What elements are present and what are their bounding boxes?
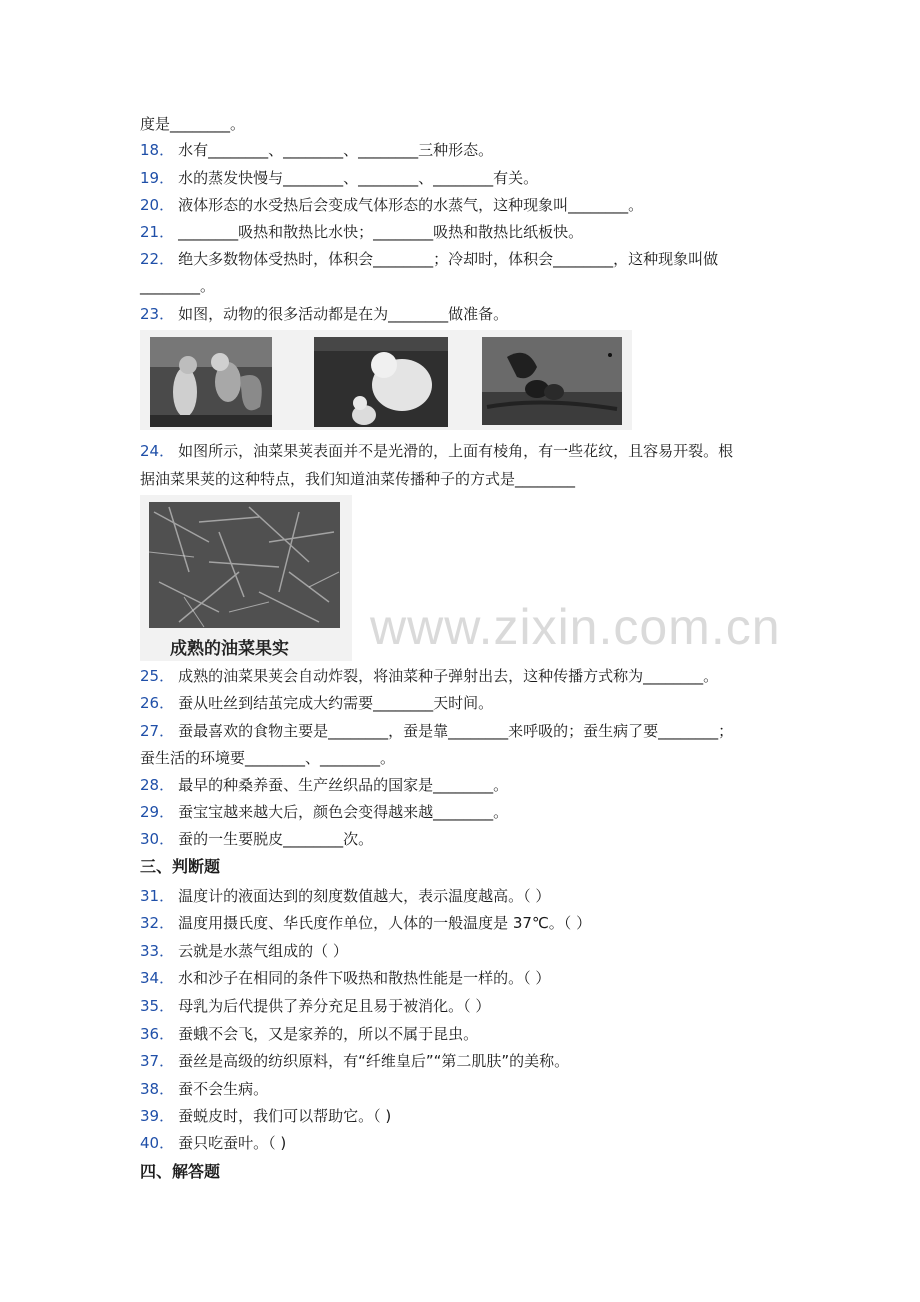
question-17-end: 度是________。 bbox=[140, 115, 246, 133]
question-24: 24． 如图所示，油菜果荚表面并不是光滑的，上面有棱角，有一些花纹，且容易开裂。根 bbox=[140, 442, 734, 460]
squirrels-photo bbox=[150, 337, 272, 427]
question-31: 31． 温度计的液面达到的刻度数值越大，表示温度越高。（ ） bbox=[140, 887, 551, 905]
question-34: 34． 水和沙子在相同的条件下吸热和散热性能是一样的。（ ） bbox=[140, 969, 551, 987]
question-38: 38． 蚕不会生病。 bbox=[140, 1080, 269, 1098]
question-number: 26． bbox=[140, 694, 175, 712]
question-27-cont: 蚕生活的环境要________、________。 bbox=[140, 749, 396, 767]
question-22-cont: ________。 bbox=[140, 277, 216, 295]
question-number: 20． bbox=[140, 196, 175, 214]
question-number: 19． bbox=[140, 169, 175, 187]
question-number: 24． bbox=[140, 442, 175, 460]
question-25: 25． 成熟的油菜果荚会自动炸裂，将油菜种子弹射出去，这种传播方式称为________。 bbox=[140, 667, 719, 685]
question-40: 40． 蚕只吃蚕叶。（ ) bbox=[140, 1134, 287, 1152]
question-37: 37． 蚕丝是高级的纺织原料，有“纤维皇后”“第二肌肤”的美称。 bbox=[140, 1052, 570, 1070]
question-number: 25． bbox=[140, 667, 175, 685]
question-number: 28． bbox=[140, 776, 175, 794]
question-33: 33． 云就是水蒸气组成的（ ） bbox=[140, 942, 348, 960]
question-20: 20． 液体形态的水受热后会变成气体形态的水蒸气，这种现象叫________。 bbox=[140, 196, 644, 214]
question-number: 21． bbox=[140, 223, 175, 241]
question-number: 22． bbox=[140, 250, 175, 268]
question-29: 29． 蚕宝宝越来越大后，颜色会变得越来越________。 bbox=[140, 803, 509, 821]
question-number: 34． bbox=[140, 969, 175, 987]
question-30: 30． 蚕的一生要脱皮________次。 bbox=[140, 830, 374, 848]
question-number: 38． bbox=[140, 1080, 175, 1098]
question-32: 32． 温度用摄氏度、华氏度作单位，人体的一般温度是 37℃。（ ） bbox=[140, 914, 592, 932]
question-39: 39． 蚕蜕皮时，我们可以帮助它。（ ) bbox=[140, 1107, 392, 1125]
figure-caption: 成熟的油菜果实 bbox=[170, 639, 289, 659]
question-number: 35． bbox=[140, 997, 175, 1015]
question-19: 19． 水的蒸发快慢与________、________、________有关。 bbox=[140, 169, 539, 187]
question-18: 18． 水有________、________、________三种形态。 bbox=[140, 141, 494, 159]
question-number: 36． bbox=[140, 1025, 175, 1043]
question-number: 40． bbox=[140, 1134, 175, 1152]
question-number: 27． bbox=[140, 722, 175, 740]
rapeseed-pods-photo bbox=[149, 502, 340, 628]
birds-photo bbox=[482, 337, 622, 425]
question-26: 26． 蚕从吐丝到结茧完成大约需要________天时间。 bbox=[140, 694, 494, 712]
pigeons-photo bbox=[314, 337, 448, 427]
question-number: 33． bbox=[140, 942, 175, 960]
question-number: 29． bbox=[140, 803, 175, 821]
question-21: 21． ________吸热和散热比水快；________吸热和散热比纸板快。 bbox=[140, 223, 584, 241]
question-27: 27． 蚕最喜欢的食物主要是________，蚕是靠________来呼吸的；蚕生病了要________； bbox=[140, 722, 734, 740]
question-23: 23． 如图，动物的很多活动都是在为________做准备。 bbox=[140, 305, 509, 323]
question-22: 22． 绝大多数物体受热时，体积会________；冷却时，体积会________，这种现象叫做 bbox=[140, 250, 719, 268]
question-number: 32． bbox=[140, 914, 175, 932]
question-28: 28． 最早的种桑养蚕、生产丝织品的国家是________。 bbox=[140, 776, 509, 794]
question-number: 39． bbox=[140, 1107, 175, 1125]
section-heading-4: 四、解答题 bbox=[140, 1162, 221, 1181]
question-number: 18． bbox=[140, 141, 175, 159]
question-number: 37． bbox=[140, 1052, 175, 1070]
watermark: www.zixin.com.cn bbox=[370, 599, 781, 655]
section-heading-3: 三、判断题 bbox=[140, 857, 221, 876]
question-number: 23． bbox=[140, 305, 175, 323]
question-number: 30． bbox=[140, 830, 175, 848]
question-number: 31． bbox=[140, 887, 175, 905]
question-24-cont: 据油菜果荚的这种特点，我们知道油菜传播种子的方式是________ bbox=[140, 470, 576, 488]
question-36: 36． 蚕蛾不会飞，又是家养的，所以不属于昆虫。 bbox=[140, 1025, 479, 1043]
question-35: 35． 母乳为后代提供了养分充足且易于被消化。（ ） bbox=[140, 997, 491, 1015]
